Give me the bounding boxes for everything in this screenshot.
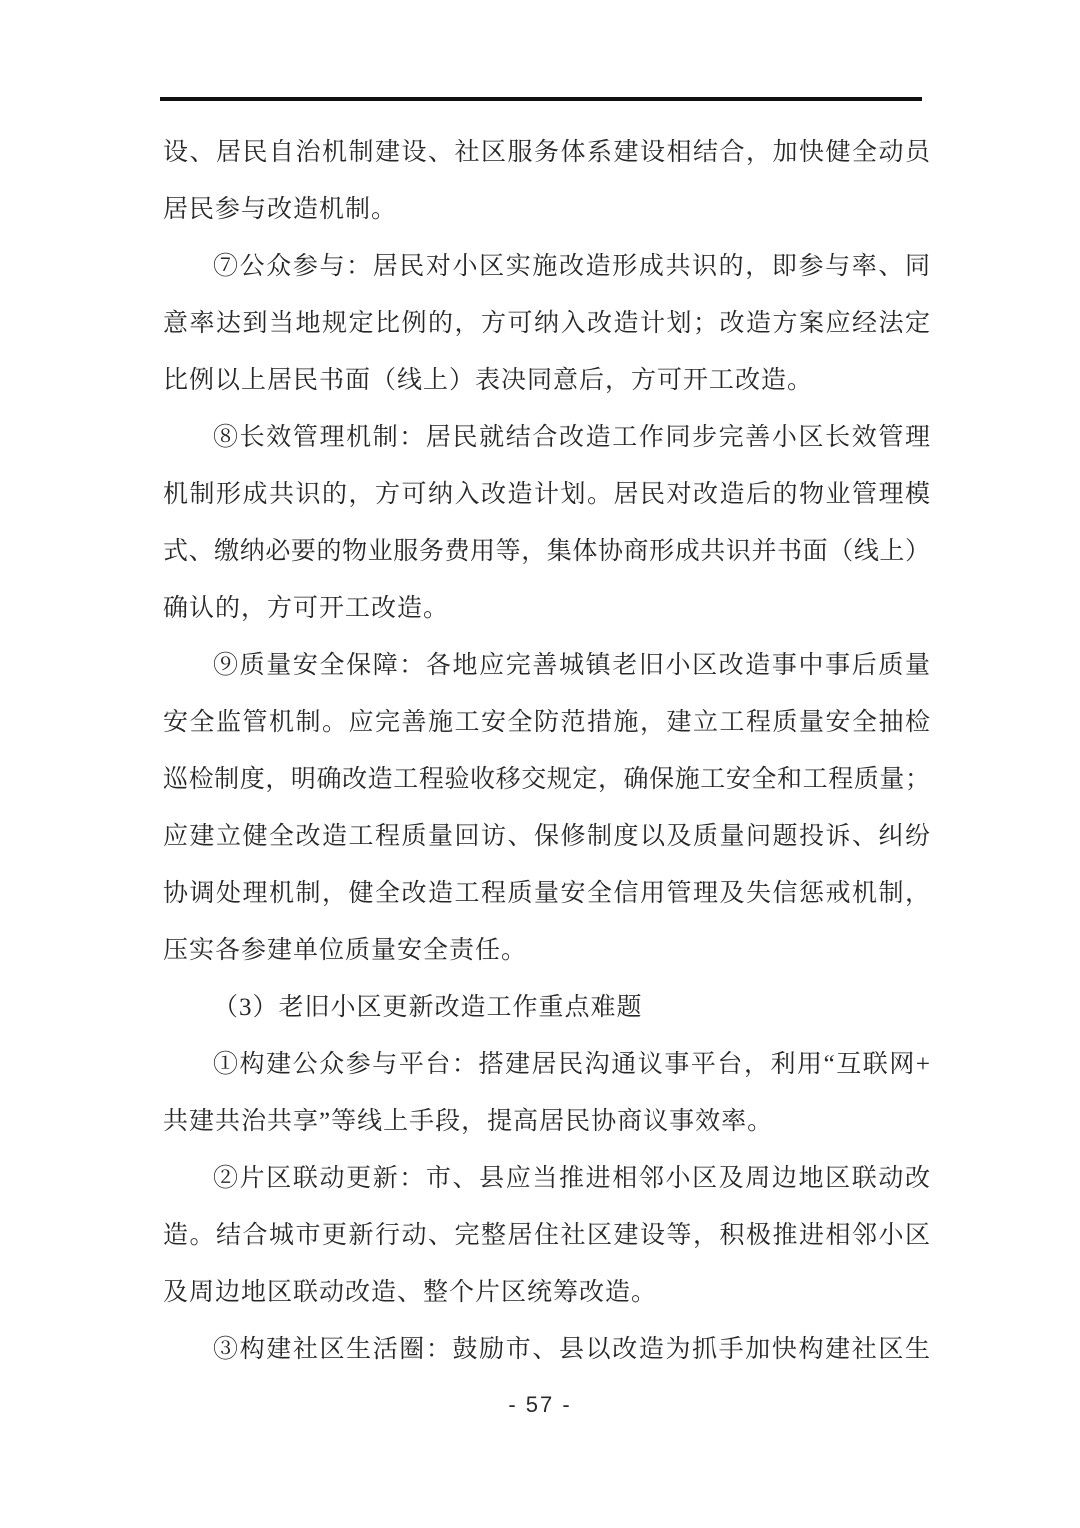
text-line: 协调处理机制，健全改造工程质量安全信用管理及失信惩戒机制， <box>163 880 930 907</box>
text-line: 机制形成共识的，方可纳入改造计划。居民对改造后的物业管理模 <box>163 481 930 508</box>
text-line: 意率达到当地规定比例的，方可纳入改造计划；改造方案应经法定 <box>163 310 930 337</box>
text-line: 及周边地区联动改造、整个片区统筹改造。 <box>163 1279 658 1306</box>
page-footer <box>0 1392 1080 1418</box>
text-line: 共建共治共享”等线上手段，提高居民协商议事效率。 <box>163 1108 774 1135</box>
text-line: 居民参与改造机制。 <box>163 196 398 223</box>
text-line: 应建立健全改造工程质量回访、保修制度以及质量问题投诉、纠纷 <box>163 823 930 850</box>
text-line: （3）老旧小区更新改造工作重点难题 <box>213 994 643 1021</box>
page-number: - 57 - <box>508 1392 572 1417</box>
text-line: ①构建公众参与平台：搭建居民沟通议事平台，利用“互联网+ <box>213 1051 930 1078</box>
text-line: ⑦公众参与：居民对小区实施改造形成共识的，即参与率、同 <box>213 253 930 280</box>
text-line: ⑨质量安全保障：各地应完善城镇老旧小区改造事中事后质量 <box>213 652 930 679</box>
text-line: ③构建社区生活圈：鼓励市、县以改造为抓手加快构建社区生 <box>213 1336 930 1363</box>
text-line: 压实各参建单位质量安全责任。 <box>163 937 528 964</box>
text-line: 安全监管机制。应完善施工安全防范措施，建立工程质量安全抽检 <box>163 709 930 736</box>
text-line: 巡检制度，明确改造工程验收移交规定，确保施工安全和工程质量； <box>163 766 930 793</box>
text-line: 造。结合城市更新行动、完整居住社区建设等，积极推进相邻小区 <box>163 1222 930 1249</box>
text-line: ⑧长效管理机制：居民就结合改造工作同步完善小区长效管理 <box>213 424 930 451</box>
text-line: 式、缴纳必要的物业服务费用等，集体协商形成共识并书面（线上） <box>163 538 930 565</box>
text-line: 确认的，方可开工改造。 <box>163 595 450 622</box>
text-line: 设、居民自治机制建设、社区服务体系建设相结合，加快健全动员 <box>163 139 930 166</box>
text-line: 比例以上居民书面（线上）表决同意后，方可开工改造。 <box>163 367 814 394</box>
text-line: ②片区联动更新：市、县应当推进相邻小区及周边地区联动改 <box>213 1165 930 1192</box>
header-rule <box>160 97 922 101</box>
body-text <box>163 124 930 1378</box>
